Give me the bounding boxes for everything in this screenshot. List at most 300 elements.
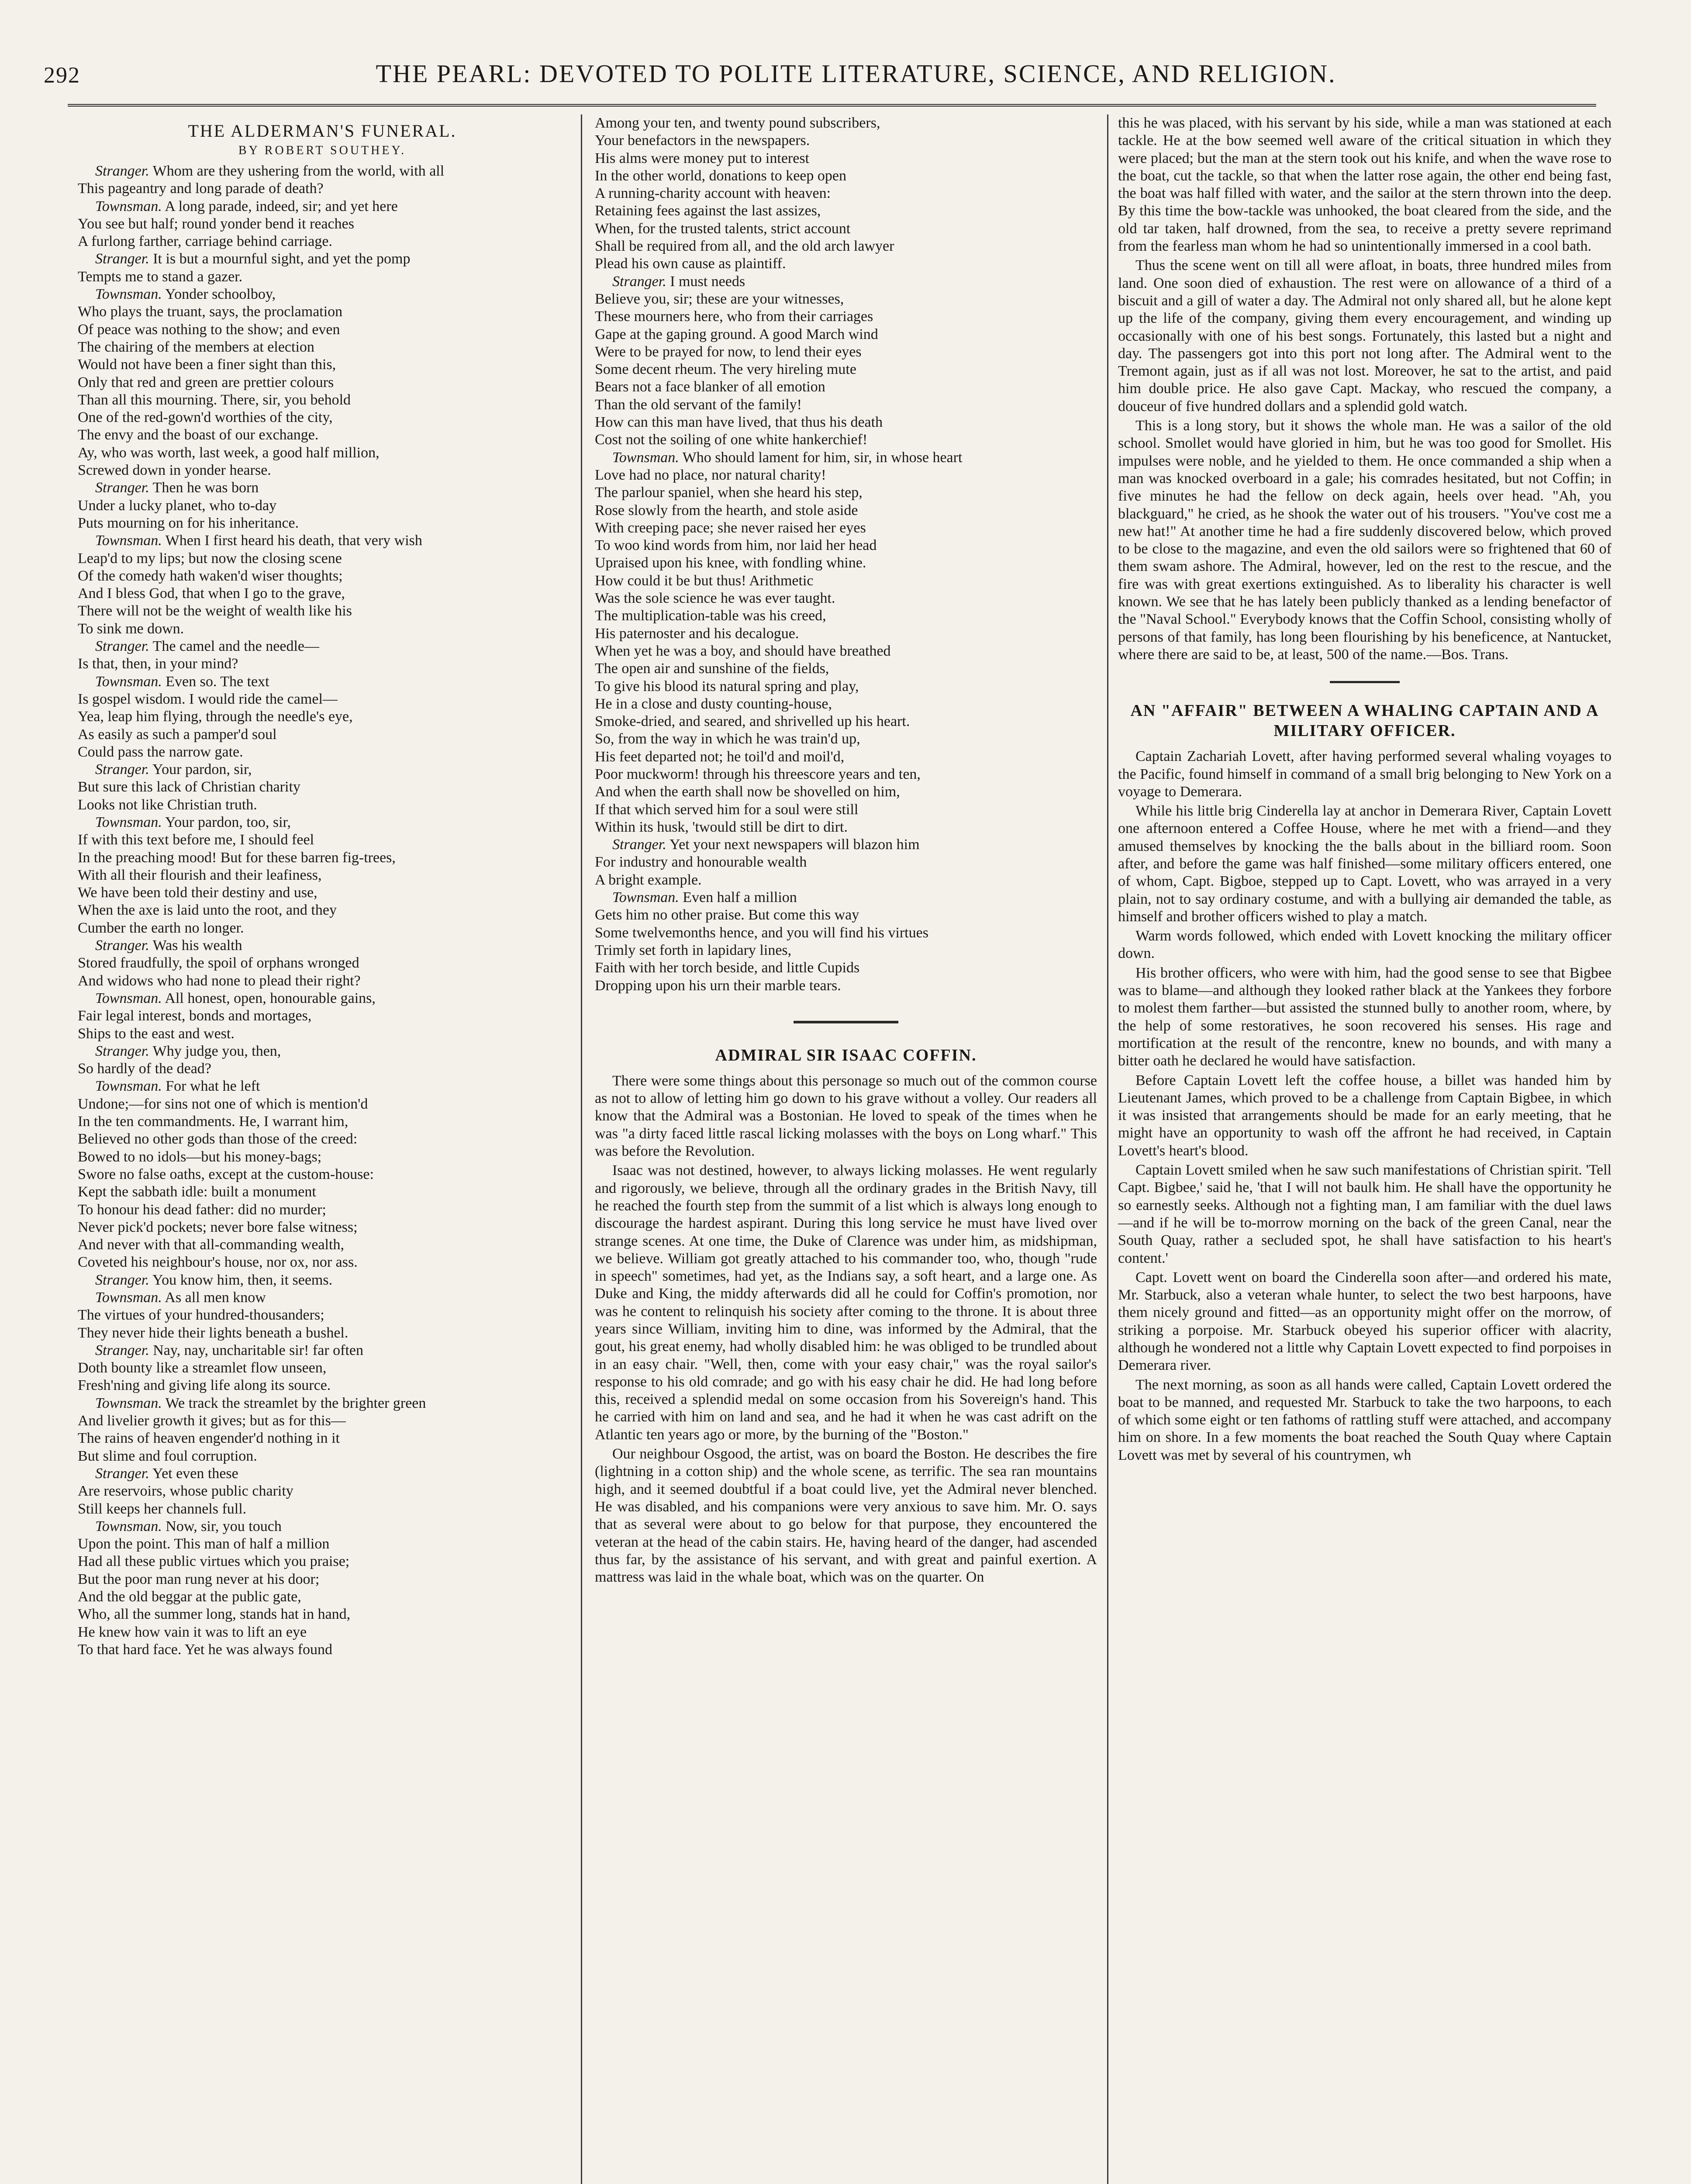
line-text: Yonder schoolboy, [165, 286, 276, 303]
poem-line [78, 1272, 567, 1289]
poem-line [595, 467, 1097, 484]
column-3 [1118, 114, 1612, 2184]
poem-line [78, 1342, 567, 1359]
poem-line [595, 273, 1097, 290]
poem-body [78, 162, 567, 1659]
line-text: His alms were money put to interest [595, 150, 810, 166]
paragraph: His brother officers, who were with him, had the good sense to see that Bigbee was to blame—and although they looked rather black at the Yankees they forbore to molest them farther—but assisted the stunned bully to another room, where, by the help of some restoratives, he soon recovered his senses. His rage and mortification at the result of the rencontre, knew no bounds, and with many a bitter oath he declared he would have satisfaction. [1118, 964, 1612, 1069]
line-text: Screwed down in yonder hearse. [78, 462, 271, 479]
speaker-name: Stranger. [95, 937, 149, 954]
line-text: The multiplication-table was his creed, [595, 608, 826, 624]
line-text: The open air and sunshine of the fields, [595, 660, 829, 677]
speaker-name: Stranger. [95, 638, 149, 655]
poem-line [78, 620, 567, 638]
poem-line [78, 391, 567, 409]
speaker-name: Stranger. [95, 251, 149, 267]
poem-line [78, 884, 567, 902]
line-text: Faith with her torch beside, and little Cupids [595, 960, 860, 976]
speaker-name: Townsman. [95, 532, 162, 549]
poem-line [78, 198, 567, 215]
line-text: Was the sole science he was ever taught. [595, 590, 835, 607]
poem-line [78, 550, 567, 567]
line-text: Only that red and green are prettier colours [78, 374, 334, 390]
line-text: They never hide their lights beneath a bushel. [78, 1324, 349, 1341]
poem-line [78, 919, 567, 937]
line-text: So, from the way in which he was train'd up, [595, 731, 860, 747]
poem-line [595, 396, 1097, 414]
speaker-name: Townsman. [95, 198, 162, 214]
poem-line [78, 937, 567, 954]
poem-line [78, 814, 567, 831]
poem-line [595, 977, 1097, 995]
paragraph: There were some things about this personage so much out of the common course as not to allow of letting him go down to his grave without a volley. Our readers all know that the Admiral was a Bostonian. He loved to speak of the times when he was "a dirty faced little rascal licking molasses with the boys on Long wharf." This was before the Revolution. [595, 1072, 1097, 1160]
line-text: And livelier growth it gives; but as for this— [78, 1413, 346, 1429]
poem-line [78, 831, 567, 849]
column-2 [595, 114, 1097, 2184]
poem-line [78, 339, 567, 356]
poem-line [78, 1148, 567, 1166]
line-text: For what he left [166, 1078, 260, 1095]
poem-line [78, 409, 567, 426]
line-text: Nay, nay, uncharitable sir! far often [153, 1342, 363, 1358]
poem-line [595, 625, 1097, 643]
line-text: We track the streamlet by the brighter green [165, 1395, 426, 1411]
line-text: When I first heard his death, that very wish [165, 532, 422, 549]
line-text: Your pardon, too, sir, [165, 814, 291, 830]
poem-line [78, 515, 567, 532]
line-text: His feet departed not; he toil'd and moil'd, [595, 748, 845, 765]
line-text: But slime and foul corruption. [78, 1448, 257, 1464]
line-text: Among your ten, and twenty pound subscribers, [595, 115, 880, 131]
poem-line [595, 854, 1097, 871]
line-text: So hardly of the dead? [78, 1061, 211, 1077]
paragraph: Capt. Lovett went on board the Cinderella soon after—and ordered his mate, Mr. Starbuck, also a veteran whale hunter, to select the two best harpoons, have them nicely ground and fitted—as an opportunity might offer on the morrow, of striking a porpoise. Mr. Starbuck obeyed his superior officer with alacrity, although he wondered not a little why Captain Lovett expected to find porpoises in Demerara river. [1118, 1269, 1612, 1374]
poem-line [78, 532, 567, 549]
poem-line [78, 1183, 567, 1201]
poem-line [78, 1395, 567, 1412]
line-text: Leap'd to my lips; but now the closing scene [78, 550, 342, 567]
line-text: Yet even these [152, 1465, 238, 1482]
line-text: Who, all the summer long, stands hat in hand, [78, 1606, 351, 1623]
paragraph: Thus the scene went on till all were afloat, in boats, three hundred miles from land. One soon died of exhaustion. The rest were on allowance of a third of a biscuit and a gill of water a day. The Admiral not only shared all, but he alone kept up the life of the company, giving them every encouragement, and winding up occasionally with one of his best songs. Fortunately, this lasted but a night and day. The passengers got into this port not long after. The Admiral went to the Tremont again, just as if all was not lost. Moreover, he sat to the artist, and paid him double price. He also gave Capt. Mackay, who rescued the company, a douceur of five hundred dollars and a splendid gold watch. [1118, 257, 1612, 415]
poem-line [595, 607, 1097, 625]
line-text: Who plays the truant, says, the proclamation [78, 304, 343, 320]
affair-article-body [1118, 748, 1612, 1464]
line-text: One of the red-gown'd worthies of the city, [78, 409, 333, 426]
poem-line [78, 1236, 567, 1254]
poem-line [78, 867, 567, 884]
poem-line [78, 743, 567, 761]
line-text: Of the comedy hath waken'd wiser thoughts; [78, 567, 343, 584]
poem-line [78, 726, 567, 743]
poem-line [78, 1412, 567, 1430]
poem-line [595, 660, 1097, 677]
poem-line [595, 801, 1097, 819]
line-text: When the axe is laid unto the root, and they [78, 902, 337, 919]
speaker-name: Townsman. [95, 673, 162, 690]
poem-line [595, 748, 1097, 766]
line-text: Who should lament for him, sir, in whose heart [682, 449, 963, 466]
speaker-name: Stranger. [95, 480, 149, 496]
line-text: In the other world, donations to keep open [595, 167, 846, 184]
line-text: When, for the trusted talents, strict account [595, 220, 851, 237]
poem-line [78, 1095, 567, 1113]
line-text: Ships to the east and west. [78, 1025, 235, 1042]
line-text: In the preaching mood! But for these barren fig-trees, [78, 849, 396, 866]
speaker-name: Townsman. [95, 1078, 162, 1095]
line-text: To honour his dead father: did no murder; [78, 1201, 326, 1218]
poem-line [595, 185, 1097, 202]
poem-line [595, 572, 1097, 590]
paragraph: Our neighbour Osgood, the artist, was on board the Boston. He describes the fire (lightning in a cotton ship) and the whole scene, as terrific. The sea ran mountains high, and it seemed doubtful if a boat could live, yet the Admiral never blenched. He was disabled, and his companions were very anxious to save him. Mr. O. says that as several were about to go below for that purpose, they encountered the veteran at the head of the cabin stairs. He, having heard of the danger, had ascended thus far, by the assistance of his servant, and with great and painful exertion. A mattress was laid in the whale boat, which was on the quarter. On [595, 1446, 1097, 1586]
poem-line [78, 1518, 567, 1535]
line-text: How could it be but thus! Arithmetic [595, 572, 814, 589]
line-text: If with this text before me, I should feel [78, 832, 314, 848]
poem-line [595, 906, 1097, 924]
line-text: There will not be the weight of wealth like his [78, 603, 352, 619]
poem-line [78, 1606, 567, 1623]
speaker-name: Stranger. [612, 273, 666, 290]
poem-line [595, 361, 1097, 378]
poem-line [595, 238, 1097, 255]
line-text: This pageantry and long parade of death? [78, 180, 324, 197]
line-text: The rains of heaven engender'd nothing in it [78, 1430, 340, 1447]
poem-line [78, 374, 567, 391]
poem-line [78, 268, 567, 286]
line-text: As easily as such a pamper'd soul [78, 726, 277, 743]
line-text: But sure this lack of Christian charity [78, 779, 300, 795]
line-text: Some decent rheum. The very hireling mute [595, 361, 856, 378]
poem-line [78, 972, 567, 990]
line-text: Is gospel wisdom. I would ride the camel— [78, 691, 338, 707]
poem-line [78, 162, 567, 180]
line-text: Tempts me to stand a gazer. [78, 268, 243, 285]
line-text: I must needs [670, 273, 745, 290]
poem-line [78, 1113, 567, 1130]
line-text: And the old beggar at the public gate, [78, 1589, 301, 1605]
line-text: And when the earth shall now be shovelled on him, [595, 784, 900, 800]
poem-line [595, 132, 1097, 149]
poem-line [595, 819, 1097, 836]
line-text: Undone;—for sins not one of which is mention'd [78, 1095, 368, 1112]
poem-line [78, 1624, 567, 1641]
speaker-name: Stranger. [95, 163, 149, 179]
poem-line [78, 1377, 567, 1394]
poem-line [595, 290, 1097, 308]
poem-line [595, 378, 1097, 396]
poem-line [78, 1254, 567, 1271]
poem-line [595, 150, 1097, 167]
line-text: Believe you, sir; these are your witnesses, [595, 290, 844, 307]
line-text: With all their flourish and their leafiness, [78, 867, 322, 883]
line-text: When yet he was a boy, and should have breathed [595, 643, 891, 659]
article-title-funeral: THE ALDERMAN'S FUNERAL. [188, 121, 457, 141]
poem-line [78, 479, 567, 497]
poem-line [595, 484, 1097, 501]
masthead [44, 59, 1616, 98]
poem-line [595, 713, 1097, 730]
line-text: Fair legal interest, bonds and mortages, [78, 1008, 312, 1024]
poem-line [78, 233, 567, 250]
line-text: Within its husk, 'twould still be dirt to dirt. [595, 819, 848, 835]
poem-line [78, 462, 567, 479]
line-text: Is that, then, in your mind? [78, 656, 238, 672]
poem-line [78, 655, 567, 673]
speaker-name: Townsman. [95, 1518, 162, 1534]
poem-line [78, 215, 567, 233]
line-text: As all men know [165, 1289, 266, 1306]
line-text: Retaining fees against the last assizes, [595, 203, 821, 219]
line-text: Shall be required from all, and the old arch lawyer [595, 238, 894, 255]
poem-line [595, 502, 1097, 519]
header-rule [68, 104, 1596, 109]
line-text: Than all this mourning. There, sir, you behold [78, 391, 351, 408]
line-text: Under a lucky planet, who to-day [78, 497, 277, 514]
paragraph: Before Captain Lovett left the coffee house, a billet was handed him by Lieutenant James, which proved to be a challenge from Captain Bigbee, in which it was insisted that arrangements should be made for an early meeting, that he might have an opportunity to wash off the affront he had received, in Captain Lovett's heart's blood. [1118, 1072, 1612, 1159]
poem-line [595, 326, 1097, 343]
line-text: All honest, open, honourable gains, [165, 990, 376, 1006]
line-text: Of peace was nothing to the show; and even [78, 321, 340, 338]
poem-line [78, 585, 567, 602]
line-text: The virtues of your hundred-thousanders; [78, 1307, 324, 1324]
line-text: And I bless God, that when I go to the grave, [78, 585, 345, 602]
column-divider [581, 114, 582, 2184]
column-1 [78, 114, 567, 2184]
line-text: Stored fraudfully, the spoil of orphans wronged [78, 955, 359, 971]
line-text: And never with that all-commanding wealth, [78, 1237, 344, 1253]
poem-line [78, 1130, 567, 1148]
poem-line [78, 761, 567, 778]
poem-line [595, 431, 1097, 449]
line-text: A running-charity account with heaven: [595, 185, 831, 202]
paragraph: Captain Lovett smiled when he saw such manifestations of Christian spirit. 'Tell Capt. Bigbee,' said he, 'that I will not baulk him. He shall have the opportunity he so earnestly seeks. Although not a fighting man, I am familiar with the duel laws—and if he will be to-morrow morning on the back of the green Canal, near the South Quay, rather a secluded spot, he shall have satisfaction to his heart's content.' [1118, 1162, 1612, 1266]
line-text: A bright example. [595, 871, 702, 888]
poem-line [78, 1482, 567, 1500]
poem-line [595, 343, 1097, 361]
line-text: The envy and the boast of our exchange. [78, 427, 319, 443]
poem-line [78, 250, 567, 268]
poem-line [78, 691, 567, 708]
poem-line [595, 114, 1097, 132]
poem-line [595, 519, 1097, 537]
poem-line [595, 889, 1097, 906]
paragraph: Isaac was not destined, however, to always licking molasses. He went regularly and rigorously, we believe, through all the ordinary grades in the British Navy, till he reached the fourth step from the summit of a list which is always long enough to discourage the hardest aspirant. During this long service he must have lived over strange scenes. At one time, the Duke of Clarence was under him, as midshipman, we believe. William got greatly attached to his commander too, who, though "rude in speech" sometimes, had yet, as the Indians say, a soft heart, and a large one. As Duke and King, the middy afterwards did all he could for Coffin's promotion, nor was he content to relinquish his society after coming to the throne. It is about three years since William, inviting him to dine, was informed by the Admiral, that the gout, his great enemy, had wholly disabled him: he was obliged to be trundled about in an easy chair. "Well, then, come with your easy chair," was the royal sailor's response to his old comrade; and go with his easy chair he did. He had long before this, received a splendid medal on some occasion from his Sovereign's hand. This he carried with him on land and sea, and he had it when he was cast adrift on the Atlantic ten years ago or more, by the burning of the "Boston." [595, 1162, 1097, 1443]
line-text: Could pass the narrow gate. [78, 743, 243, 760]
line-text: His paternoster and his decalogue. [595, 625, 799, 642]
line-text: A furlong farther, carriage behind carriage. [78, 233, 332, 250]
line-text: Upon the point. This man of half a million [78, 1536, 330, 1552]
line-text: Had all these public virtues which you praise; [78, 1553, 350, 1570]
paragraph: this he was placed, with his servant by his side, while a man was stationed at each tackle. He at the bow seemed well aware of the critical situation in which they were placed; but the man at the stern took out his knife, and when the wave rose to the boat, cut the tackle, so that when the latter rose again, the other end being fast, the boat was half filled with water, and the sailor at the stern thrown into the deep. By this time the bow-tackle was unhooked, the boat cleared from the side, and the old tar taken, half drowned, from the sea, to receive a pretty severe reprimand from the fearless man whom he had so unintentionally immersed in a cool bath. [1118, 115, 1612, 255]
line-text: Cumber the earth no longer. [78, 919, 244, 936]
line-text: Even so. The text [166, 673, 269, 690]
line-text: You see but half; round yonder bend it reaches [78, 215, 354, 232]
speaker-name: Townsman. [95, 1395, 162, 1411]
line-text: Then he was born [152, 480, 259, 496]
poem-line [78, 1166, 567, 1183]
poem-line [78, 1641, 567, 1659]
coffin-article-body [595, 1072, 1097, 1586]
line-text: Smoke-dried, and seared, and shrivelled up his heart. [595, 713, 910, 730]
poem-line [78, 321, 567, 339]
poem-line [78, 1324, 567, 1342]
poem-line [78, 1060, 567, 1078]
line-text: Whom are they ushering from the world, with all [152, 163, 445, 179]
line-text: Puts mourning on for his inheritance. [78, 515, 299, 531]
line-text: Some twelvemonths hence, and you will find his virtues [595, 924, 928, 941]
line-text: Coveted his neighbour's house, nor ox, nor ass. [78, 1254, 358, 1271]
speaker-name: Stranger. [95, 1465, 149, 1482]
poem-line [78, 602, 567, 620]
line-text: Bowed to no idols—but his money-bags; [78, 1148, 322, 1165]
poem-line [595, 537, 1097, 554]
line-text: Was his wealth [152, 937, 242, 954]
poem-line [78, 796, 567, 814]
poem-line [78, 1359, 567, 1377]
line-text: Plead his own cause as plaintiff. [595, 256, 786, 272]
line-text: Gets him no other praise. But come this way [595, 907, 859, 923]
speaker-name: Townsman. [95, 1289, 162, 1306]
line-text: The camel and the needle— [152, 638, 319, 655]
line-text: Gape at the gaping ground. A good March wind [595, 326, 878, 342]
line-text: A long parade, indeed, sir; and yet here [165, 198, 398, 214]
speaker-name: Townsman. [95, 814, 162, 830]
line-text: Would not have been a finer sight than this, [78, 356, 336, 373]
poem-line [595, 220, 1097, 238]
line-text: Even half a million [683, 889, 797, 906]
line-text: Trimly set forth in lapidary lines, [595, 942, 792, 958]
speaker-name: Townsman. [95, 990, 162, 1006]
poem-line [78, 1500, 567, 1518]
poem-line [78, 1448, 567, 1465]
poem-line [78, 1465, 567, 1482]
speaker-name: Townsman. [612, 889, 679, 906]
paragraph: The next morning, as soon as all hands were called, Captain Lovett ordered the boat to be manned, and requested Mr. Starbuck to take the two harpoons, to each of which some eight or ten fathoms of rattling stuff were attached, and accompany him on shore. In a few moments the boat reached the South Quay where Captain Lovett was met by several of his countrymen, wh [1118, 1376, 1612, 1463]
line-text: Swore no false oaths, except at the custom-house: [78, 1166, 374, 1182]
poem-line [595, 554, 1097, 572]
poem-line [78, 1078, 567, 1095]
poem-line [78, 444, 567, 462]
poem-line [595, 414, 1097, 431]
line-text: Why judge you, then, [152, 1043, 281, 1059]
section-separator [1330, 681, 1400, 683]
poem-line [78, 356, 567, 373]
line-text: Fresh'ning and giving life along its source. [78, 1377, 331, 1394]
poem-line [78, 567, 567, 585]
poem-line [78, 1201, 567, 1219]
line-text: Than the old servant of the family! [595, 396, 802, 413]
line-text: Never pick'd pockets; never bore false witness; [78, 1219, 358, 1235]
line-text: Your benefactors in the newspapers. [595, 132, 810, 149]
poem-line [78, 180, 567, 197]
line-text: To sink me down. [78, 620, 184, 637]
column-divider [1107, 114, 1108, 2184]
line-text: Believed no other gods than those of the creed: [78, 1131, 358, 1147]
poem-line [78, 1553, 567, 1570]
line-text: But the poor man rung never at his door; [78, 1571, 320, 1587]
paragraph: Warm words followed, which ended with Lovett knocking the military officer down. [1118, 928, 1612, 962]
line-text: With creeping pace; she never raised her eyes [595, 519, 866, 536]
speaker-name: Stranger. [612, 836, 666, 853]
poem-line [78, 1007, 567, 1025]
line-text: Dropping upon his urn their marble tears. [595, 977, 841, 994]
line-text: And widows who had none to plead their right? [78, 972, 361, 989]
poem-line [78, 638, 567, 655]
poem-line [78, 1289, 567, 1306]
line-text: He knew how vain it was to lift an eye [78, 1624, 307, 1640]
paragraph: While his little brig Cinderella lay at anchor in Demerara River, Captain Lovett one afternoon entered a Coffee House, where he met with a friend—and they amused themselves by knocking the the balls about in the billiard room. Soon after, and before the game was half finished—some military officers entered, one of whom, Capt. Bigboe, stepped up to Capt. Lovett, who was arrayed in a very plain, not to say ordinary costume, and with a bullying air demanded the table, as himself and brother officers wished to play a match. [1118, 803, 1612, 925]
poem-line [78, 1535, 567, 1553]
poem-line [595, 590, 1097, 607]
article-byline: BY ROBERT SOUTHEY. [238, 144, 407, 157]
line-text: Still keeps her channels full. [78, 1500, 247, 1517]
speaker-name: Stranger. [95, 1342, 149, 1358]
poem-line [78, 708, 567, 726]
line-text: Cost not the soiling of one white hankerchief! [595, 432, 868, 448]
line-text: Are reservoirs, whose public charity [78, 1483, 293, 1500]
poem-line [78, 1571, 567, 1588]
line-text: In the ten commandments. He, I warrant him, [78, 1113, 349, 1130]
line-text: The parlour spaniel, when she heard his step, [595, 484, 863, 501]
poem-line [78, 1025, 567, 1043]
poem-line [595, 308, 1097, 325]
poem-line [78, 1306, 567, 1324]
line-text: Rose slowly from the hearth, and stole aside [595, 502, 858, 518]
speaker-name: Stranger. [95, 1043, 149, 1059]
line-text: Love had no place, nor natural charity! [595, 467, 826, 483]
poem-line [595, 766, 1097, 783]
poem-line [595, 643, 1097, 660]
line-text: It is but a mournful sight, and yet the pomp [153, 251, 411, 267]
page-number: 292 [44, 63, 80, 88]
paragraph: Captain Zachariah Lovett, after having performed several whaling voyages to the Pacific, found himself in command of a small brig belonging to New York on a voyage to Demerara. [1118, 748, 1612, 800]
poem-line [78, 849, 567, 867]
poem-line [78, 1219, 567, 1236]
line-text: These mourners here, who from their carriages [595, 308, 873, 325]
poem-line [595, 730, 1097, 748]
line-text: The chairing of the members at election [78, 339, 314, 355]
line-text: To give his blood its natural spring and play, [595, 678, 859, 695]
poem-line [595, 167, 1097, 185]
poem-line [595, 678, 1097, 695]
line-text: Now, sir, you touch [166, 1518, 282, 1534]
poem-body-continued [595, 114, 1097, 995]
poem-line [78, 1588, 567, 1606]
speaker-name: Stranger. [95, 1272, 149, 1288]
line-text: Poor muckworm! through his threescore years and ten, [595, 766, 921, 782]
paragraph: This is a long story, but it shows the whole man. He was a sailor of the old school. Smollet would have gloried in him, but he was too good for Smollet. His impulses were noble, and he yielded to them. He once commanded a ship when a man was knocked overboard in a gale; his comrades hesitated, but not Coffin; in five minutes he had the fellow on deck again, heels over head. "Ah, you blackguard," he cried, as he shook the water out of his trousers. "You've cost me a new hat!" At another time he had a fire suddenly discovered below, which proved to be close to the magazine, and even the old sailors were so frightened that 60 of them swam ashore. The Admiral, however, led on the rest to the rescue, and the fire was with great exertions extinguished. As to liberality his character is well known. We see that he has lately been publicly thanked as a lending benefactor of the "Naval School." Everybody knows that the Coffin School, consisting wholly of persons of that family, has long been flourishing by his beneficence, at Nantucket, where there are said to be, at least, 500 of the name.—Bos. Trans. [1118, 418, 1612, 663]
line-text: To woo kind words from him, nor laid her head [595, 537, 877, 554]
poem-line [595, 695, 1097, 713]
poem-line [595, 202, 1097, 220]
poem-line [595, 255, 1097, 273]
line-text: Yea, leap him flying, through the needle's eye, [78, 708, 353, 725]
speaker-name: Stranger. [95, 761, 149, 778]
line-text: He in a close and dusty counting-house, [595, 695, 832, 712]
line-text: Were to be prayed for now, to lend their eyes [595, 343, 862, 360]
line-text: Ay, who was worth, last week, a good half million, [78, 444, 380, 461]
poem-line [78, 954, 567, 972]
line-text: How can this man have lived, that thus his death [595, 414, 883, 431]
poem-line [595, 783, 1097, 801]
poem-line [78, 303, 567, 321]
poem-line [595, 449, 1097, 467]
poem-line [595, 836, 1097, 854]
line-text: You know him, then, it seems. [152, 1272, 333, 1288]
running-head: THE PEARL: DEVOTED TO POLITE LITERATURE, SCIENCE, AND RELIGION. [376, 59, 1336, 88]
poem-line [78, 673, 567, 691]
line-text: Kept the sabbath idle: built a monument [78, 1184, 316, 1200]
